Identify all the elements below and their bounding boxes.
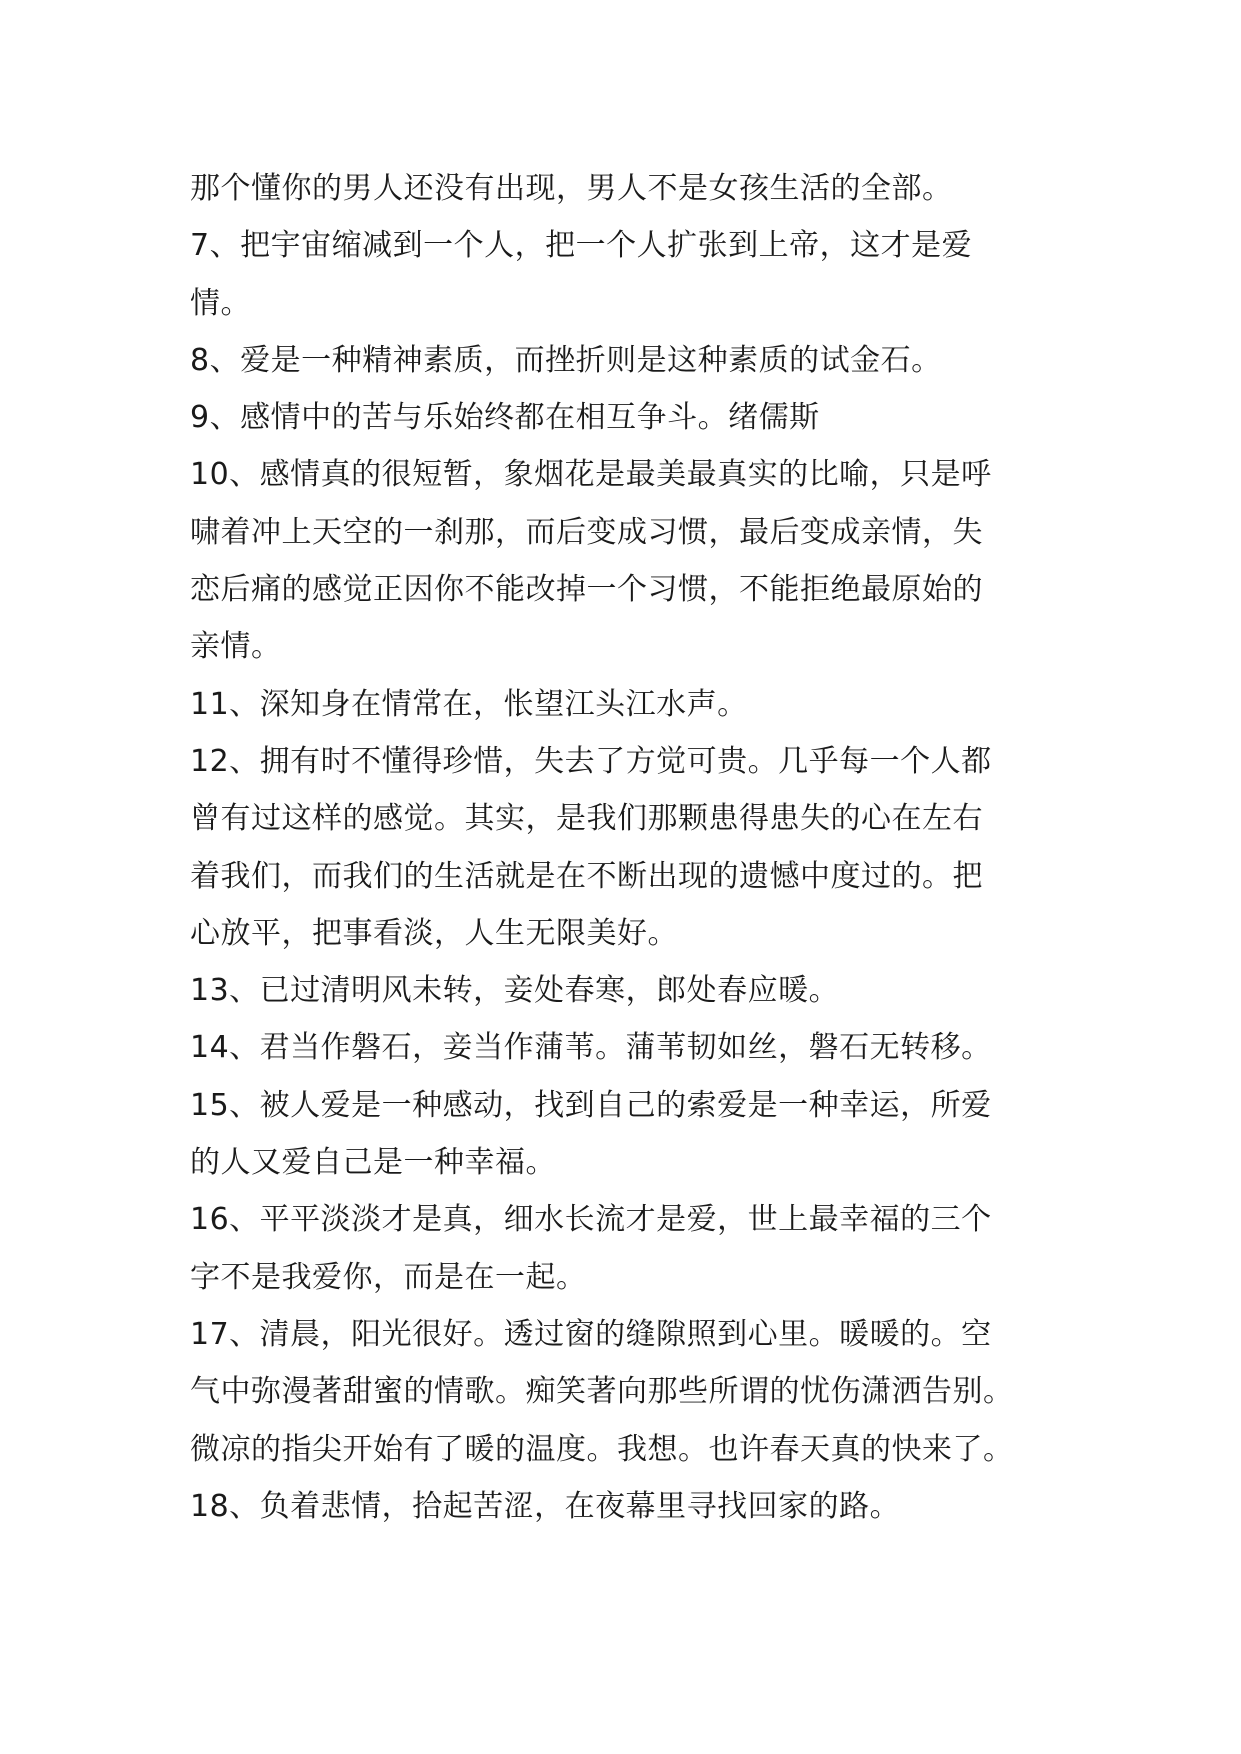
text-line: 7、把宇宙缩减到一个人，把一个人扩张到上帝，这才是爱 bbox=[190, 228, 973, 264]
text-line: 16、平平淡淡才是真，细水长流才是爱，世上最幸福的三个 bbox=[190, 1202, 992, 1238]
text-line: 9、感情中的苦与乐始终都在相互争斗。绪儒斯 bbox=[190, 400, 820, 436]
text-line: 18、负着悲情，拾起苦涩，在夜幕里寻找回家的路。 bbox=[190, 1488, 901, 1524]
text-line: 心放平，把事看淡，人生无限美好。 bbox=[190, 915, 678, 951]
text-line: 曾有过这样的感觉。其实，是我们那颗患得患失的心在左右 bbox=[190, 801, 983, 837]
text-line: 字不是我爱你，而是在一起。 bbox=[190, 1259, 587, 1295]
text-line: 12、拥有时不懂得珍惜，失去了方觉可贵。几乎每一个人都 bbox=[190, 743, 992, 779]
document-body bbox=[190, 160, 1070, 1535]
text-line: 11、深知身在情常在，怅望江头江水声。 bbox=[190, 686, 748, 722]
text-line: 10、感情真的很短暂，象烟花是最美最真实的比喻，只是呼 bbox=[190, 457, 992, 493]
text-line: 啸着冲上天空的一刹那，而后变成习惯，最后变成亲情，失 bbox=[190, 514, 983, 550]
text-line: 亲情。 bbox=[190, 629, 282, 665]
text-line: 14、君当作磐石，妾当作蒲苇。蒲苇韧如丝，磐石无转移。 bbox=[190, 1030, 992, 1066]
text-line: 那个懂你的男人还没有出现，男人不是女孩生活的全部。 bbox=[190, 171, 953, 206]
text-line: 8、爱是一种精神素质，而挫折则是这种素质的试金石。 bbox=[190, 342, 942, 378]
text-line: 着我们，而我们的生活就是在不断出现的遗憾中度过的。把 bbox=[190, 858, 983, 894]
text-line: 恋后痛的感觉正因你不能改掉一个习惯，不能拒绝最原始的 bbox=[190, 572, 983, 608]
text-line: 的人又爱自己是一种幸福。 bbox=[190, 1145, 556, 1181]
text-line: 15、被人爱是一种感动，找到自己的索爱是一种幸运，所爱 bbox=[190, 1087, 992, 1123]
text-line: 微凉的指尖开始有了暖的温度。我想。也许春天真的快来了。 bbox=[190, 1431, 1014, 1467]
text-line: 13、已过清明风未转，妾处春寒，郎处春应暖。 bbox=[190, 973, 840, 1009]
text-line: 气中弥漫著甜蜜的情歌。痴笑著向那些所谓的忧伤潇洒告别。 bbox=[190, 1374, 1014, 1410]
text-line: 17、清晨，阳光很好。透过窗的缝隙照到心里。暖暖的。空 bbox=[190, 1316, 992, 1352]
text-line: 情。 bbox=[190, 285, 251, 321]
